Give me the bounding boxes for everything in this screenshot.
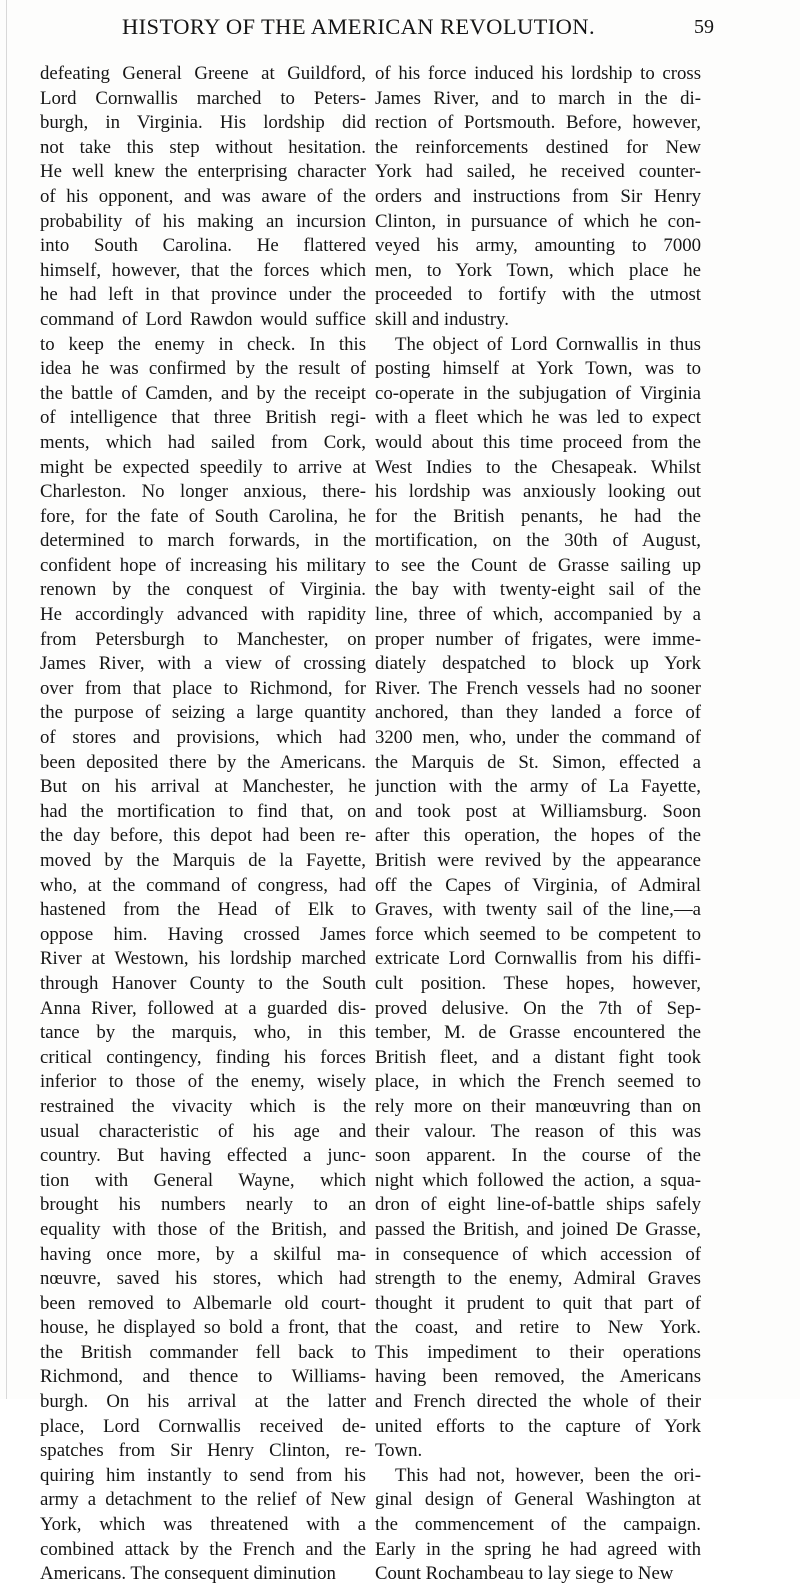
text-line: burgh, in Virginia. His lordship did	[40, 112, 366, 134]
text-line: River at Westown, his lordship marched	[40, 948, 366, 970]
text-line: night which followed the action, a squa-	[375, 1169, 701, 1191]
text-line: his lordship was anxiously looking out	[375, 481, 701, 503]
text-line: mortification, on the 30th of August,	[375, 530, 701, 552]
text-line: he had left in that province under the	[40, 284, 366, 306]
text-line: The object of Lord Cornwallis in thus	[395, 333, 701, 355]
text-line: to keep the enemy in check. In this	[40, 333, 366, 355]
text-line: West Indies to the Chesapeak. Whilst	[375, 456, 701, 478]
text-line: co-operate in the subjugation of Virginia	[375, 382, 701, 404]
text-line: But on his arrival at Manchester, he	[40, 776, 366, 798]
text-line: cult position. These hopes, however,	[375, 972, 701, 994]
text-line: critical contingency, finding his forces	[40, 1046, 366, 1068]
text-line: orders and instructions from Sir Henry	[375, 185, 701, 207]
text-line: defeating General Greene at Guildford,	[40, 63, 366, 84]
text-line: in consequence of which accession of	[375, 1243, 701, 1265]
text-line: renown by the conquest of Virginia.	[40, 579, 366, 601]
text-line: Americans. The consequent diminution	[40, 1563, 336, 1585]
text-line: after this operation, the hopes of the	[375, 825, 701, 847]
text-line: rection of Portsmouth. Before, however,	[375, 112, 701, 134]
text-line: united efforts to the capture of York	[375, 1415, 701, 1437]
text-line: of his opponent, and was aware of the	[40, 185, 366, 207]
text-line: from Petersburgh to Manchester, on	[40, 628, 366, 650]
text-line: idea he was confirmed by the result of	[40, 358, 366, 380]
text-line: might be expected speedily to arrive at	[40, 456, 366, 478]
text-line: Clinton, in pursuance of which he con-	[375, 210, 701, 232]
text-line: place, Lord Cornwallis received de-	[40, 1415, 366, 1437]
text-line: moved by the Marquis de la Fayette,	[40, 850, 366, 871]
text-line: the reinforcements destined for New	[375, 136, 701, 158]
text-line: been removed to Albemarle old court-	[40, 1292, 366, 1314]
text-line: the bay with twenty-eight sail of the	[375, 579, 701, 601]
text-line: the battle of Camden, and by the receipt	[40, 382, 366, 404]
text-line: inferior to those of the enemy, wisely	[40, 1071, 366, 1093]
text-line: strength to the enemy, Admiral Graves	[375, 1268, 701, 1290]
text-line: not take this step without hesitation.	[40, 136, 366, 158]
text-line: command of Lord Rawdon would suffice	[40, 308, 366, 330]
text-line: burgh. On his arrival at the latter	[40, 1391, 366, 1413]
text-line: anchored, than they landed a force of	[375, 702, 701, 724]
text-line: army a detachment to the relief of New	[40, 1489, 366, 1511]
text-line: having been removed, the Americans	[375, 1366, 701, 1388]
text-line: This had not, however, been the ori-	[395, 1464, 701, 1486]
text-line: the coast, and retire to New York.	[375, 1317, 701, 1339]
left-column	[40, 62, 366, 1587]
text-line: the commencement of the campaign.	[375, 1514, 701, 1536]
text-line: the Marquis de St. Simon, effected a	[375, 751, 701, 773]
text-line: junction with the army of La Fayette,	[375, 776, 701, 798]
text-line: Anna River, followed at a guarded dis-	[40, 997, 366, 1019]
text-line: men, to York Town, which place he	[375, 259, 701, 281]
text-line: who, at the command of congress, had	[40, 874, 366, 896]
text-line: the British commander fell back to	[40, 1341, 366, 1363]
page-edge-shadow	[6, 0, 7, 1399]
text-line: restrained the vivacity which is the	[40, 1095, 366, 1117]
text-line: house, he displayed so bold a front, that	[40, 1317, 366, 1339]
text-line: thought it prudent to quit that part of	[375, 1292, 701, 1314]
text-line: quiring him instantly to send from his	[40, 1464, 366, 1486]
text-line: Graves, with twenty sail of the line,—a	[375, 899, 701, 921]
text-line: been deposited there by the Americans.	[40, 751, 366, 773]
text-line: probability of his making an incursion	[40, 210, 366, 232]
text-line: himself, however, that the forces which	[40, 259, 366, 281]
text-line: fore, for the fate of South Carolina, he	[40, 505, 366, 527]
text-line: of stores and provisions, which had	[40, 727, 366, 749]
text-line: soon apparent. In the course of the	[375, 1145, 701, 1167]
text-line: 3200 men, who, under the command of	[375, 727, 701, 749]
text-line: veyed his army, amounting to 7000	[375, 235, 701, 257]
text-line: through Hanover County to the South	[40, 972, 366, 994]
text-line: Richmond, and thence to Williams-	[40, 1366, 366, 1388]
text-line: James River, and to march in the di-	[375, 87, 701, 109]
text-line: skill and industry.	[375, 308, 509, 330]
text-line: tion with General Wayne, which	[40, 1169, 366, 1191]
text-line: British fleet, and a distant fight took	[375, 1046, 701, 1068]
text-line: the day before, this depot had been re-	[40, 825, 366, 847]
text-line: would about this time proceed from the	[375, 431, 701, 453]
text-line: off the Capes of Virginia, of Admiral	[375, 874, 701, 896]
text-line: place, in which the French seemed to	[375, 1071, 701, 1093]
page-header	[0, 6, 800, 50]
text-line: Early in the spring he had agreed with	[375, 1538, 701, 1560]
text-line: Charleston. No longer anxious, there-	[40, 481, 366, 503]
text-line: determined to march forwards, in the	[40, 530, 366, 552]
text-line: nœuvre, saved his stores, which had	[40, 1268, 366, 1290]
text-line: He well knew the enterprising character	[40, 161, 366, 183]
text-line: of his force induced his lordship to cross	[375, 63, 701, 84]
text-line: Lord Cornwallis marched to Peters-	[40, 87, 366, 109]
text-line: dron of eight line-of-battle ships safely	[375, 1194, 701, 1216]
text-line: He accordingly advanced with rapidity	[40, 604, 366, 626]
text-line: to see the Count de Grasse sailing up	[375, 554, 701, 576]
text-line: proper number of frigates, were imme-	[375, 628, 701, 650]
text-line: brought his numbers nearly to an	[40, 1194, 366, 1216]
text-line: combined attack by the French and the	[40, 1538, 366, 1560]
text-line: usual characteristic of his age and	[40, 1120, 366, 1142]
text-line: of intelligence that three British regi-	[40, 407, 366, 429]
text-line: Count Rochambeau to lay siege to New	[375, 1563, 674, 1585]
text-line: passed the British, and joined De Grasse,	[375, 1218, 701, 1240]
text-line: James River, with a view of crossing	[40, 653, 366, 675]
text-line: oppose him. Having crossed James	[40, 923, 366, 945]
text-line: line, three of which, accompanied by a	[375, 604, 701, 626]
text-line: having once more, by a skilful ma-	[40, 1243, 366, 1265]
text-line: into South Carolina. He flattered	[40, 235, 366, 257]
text-line: Town.	[375, 1440, 423, 1462]
text-line: and took post at Williamsburg. Soon	[375, 800, 701, 822]
text-line: rely more on their manœuvring than on	[375, 1095, 701, 1117]
text-line: York, which was threatened with a	[40, 1514, 366, 1536]
running-head: HISTORY OF THE AMERICAN REVOLUTION.	[122, 14, 595, 39]
text-line: proceeded to fortify with the utmost	[375, 284, 701, 306]
text-line: ments, which had sailed from Cork,	[40, 431, 366, 453]
text-line: posting himself at York Town, was to	[375, 358, 701, 380]
text-line: This impediment to their operations	[375, 1341, 701, 1363]
text-line: country. But having effected a junc-	[40, 1145, 366, 1167]
text-line: equality with those of the British, and	[40, 1218, 366, 1240]
text-line: over from that place to Richmond, for	[40, 677, 366, 699]
text-line: their valour. The reason of this was	[375, 1120, 701, 1142]
text-line: force which seemed to be competent to	[375, 923, 701, 945]
text-line: and French directed the whole of their	[375, 1391, 701, 1413]
text-line: River. The French vessels had no sooner	[375, 677, 701, 699]
text-line: confident hope of increasing his military	[40, 554, 366, 576]
text-line: tember, M. de Grasse encountered the	[375, 1022, 701, 1044]
text-line: the purpose of seizing a large quantity	[40, 702, 366, 724]
text-line: had the mortification to find that, on	[40, 800, 366, 822]
text-line: British were revived by the appearance	[375, 850, 701, 871]
text-line: spatches from Sir Henry Clinton, re-	[40, 1440, 366, 1462]
text-line: York had sailed, he received counter-	[375, 161, 701, 183]
text-line: hastened from the Head of Elk to	[40, 899, 366, 921]
text-line: ginal design of General Washington at	[375, 1489, 701, 1511]
text-line: with a fleet which he was led to expect	[375, 407, 701, 429]
page-number: 59	[694, 16, 714, 38]
text-line: diately despatched to block up York	[375, 653, 701, 675]
right-column	[375, 62, 701, 1587]
text-line: extricate Lord Cornwallis from his diffi-	[375, 948, 701, 970]
text-line: for the British penants, he had the	[375, 505, 701, 527]
text-line: tance by the marquis, who, in this	[40, 1022, 366, 1044]
text-line: proved delusive. On the 7th of Sep-	[375, 997, 701, 1019]
